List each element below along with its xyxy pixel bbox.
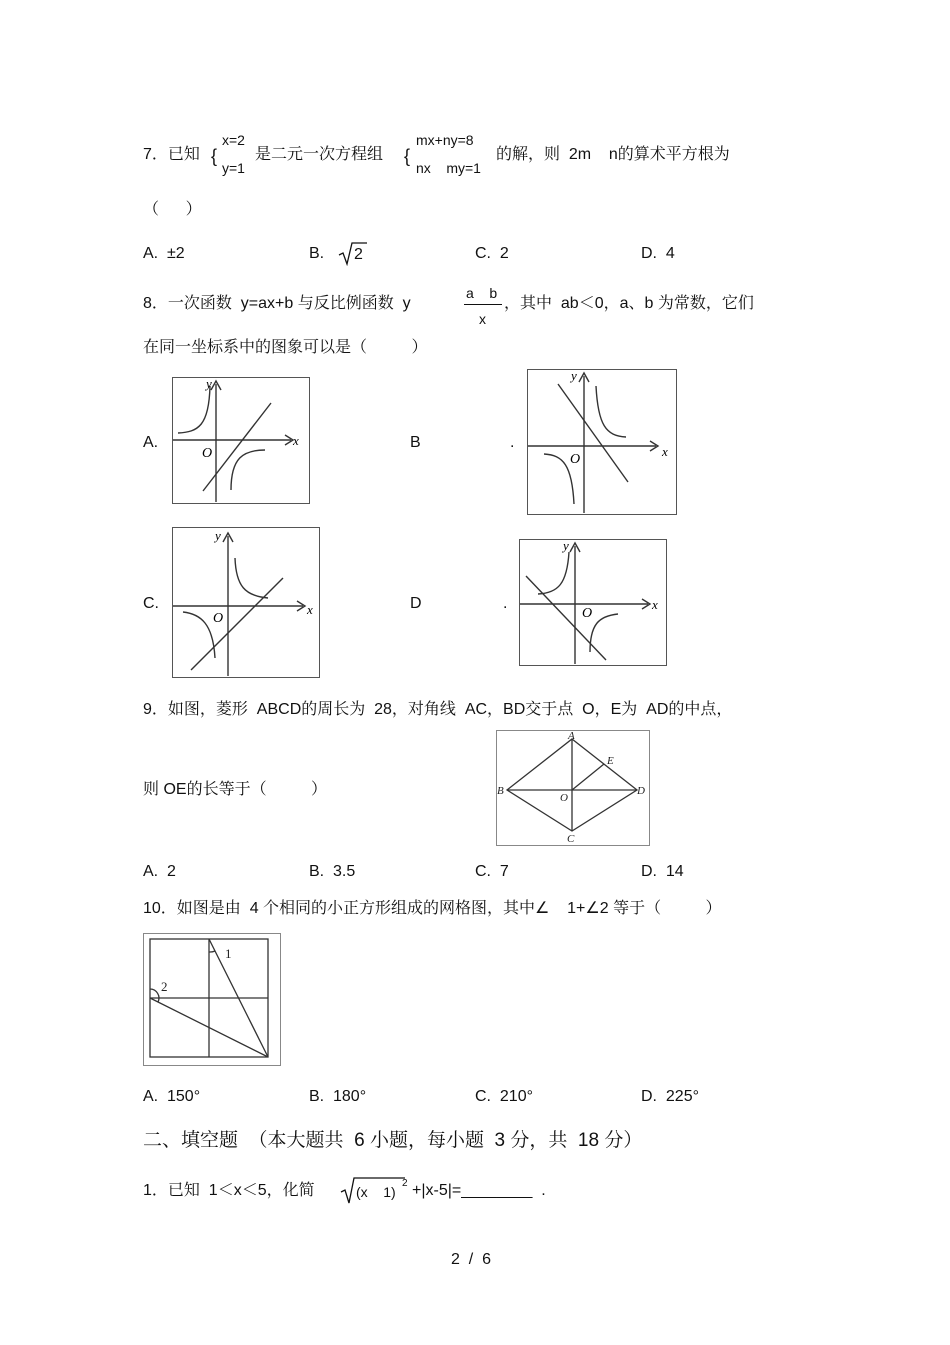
q10-option-a: A. 150° [143, 1088, 201, 1105]
line-graph [191, 578, 283, 670]
origin-label: O [582, 606, 593, 621]
fill1-radicand: (x 1) [356, 1184, 396, 1200]
q7-sys2-top: mx+ny=8 [416, 132, 474, 148]
point-b-label: B [497, 785, 504, 797]
q7-paren: （ ） [143, 201, 202, 218]
q8-frac-den: x [479, 311, 486, 327]
q7-option-b-value: 2 [354, 246, 363, 263]
fill1-exponent: 2 [402, 1178, 408, 1189]
origin-label: O [213, 611, 224, 626]
q9-option-a: A. 2 [143, 863, 176, 880]
fill1-post: +|x-5|=________ . [412, 1182, 546, 1199]
axis-y-label: y [571, 370, 577, 383]
q10-line1: 10．如图是由 4 个相同的小正方形组成的网格图，其中∠ 1+∠2 等于（ ） [143, 900, 722, 917]
graph-b [527, 369, 677, 515]
q7-sys2-bottom: nx my=1 [416, 160, 481, 176]
q8-line1-a: 8．一次函数 y=ax+b 与反比例函数 y [143, 295, 411, 312]
axis-y-label: y [563, 540, 569, 553]
origin-label: O [202, 446, 213, 461]
hyperbola-branch [235, 558, 268, 598]
angle-1-arc [209, 951, 215, 952]
q8-label-d-dot: . [503, 595, 508, 612]
line-graph [203, 403, 271, 491]
q9-option-d: D. 14 [641, 863, 684, 880]
segment-oe [572, 764, 604, 790]
graph-c [172, 527, 320, 678]
hyperbola-branch [231, 450, 265, 490]
q7-number: 7．已知 [143, 146, 200, 163]
q8-label-d: D [410, 595, 422, 612]
angle-1-label: 1 [225, 946, 232, 961]
q8-label-a: A. [143, 434, 159, 451]
q9-option-b: B. 3.5 [309, 863, 356, 880]
q7-option-c: C. 2 [475, 245, 509, 262]
q10-option-c: C. 210° [475, 1088, 533, 1105]
hyperbola-branch [538, 552, 569, 594]
q10-option-d: D. 225° [641, 1088, 699, 1105]
rhombus-figure [496, 730, 650, 846]
q7-sys1-bottom: y=1 [222, 160, 245, 176]
line-graph [558, 384, 628, 482]
page-number: 2 / 6 [451, 1251, 492, 1268]
point-o-label: O [560, 792, 568, 804]
point-d-label: D [637, 785, 645, 797]
q7-option-a: A. ±2 [143, 245, 185, 262]
brace-icon: { [404, 146, 411, 166]
graph-d [519, 539, 667, 666]
q8-frac-num: a b [466, 285, 498, 301]
origin-label: O [570, 452, 581, 467]
hyperbola-branch [178, 386, 210, 433]
angle-2-label: 2 [161, 979, 168, 994]
q9-line1: 9．如图，菱形 ABCD的周长为 28，对角线 AC，BD交于点 O，E为 AD的中点， [143, 701, 733, 718]
point-c-label: C [567, 833, 575, 845]
axis-x-label: x [293, 433, 299, 448]
q8-label-c: C. [143, 595, 159, 612]
axis-y-label: y [206, 378, 212, 391]
sqrt-icon [338, 240, 368, 266]
q9-option-c: C. 7 [475, 863, 509, 880]
fraction-bar [464, 304, 502, 305]
line-graph [526, 576, 606, 660]
q7-sys1-top: x=2 [222, 132, 245, 148]
q8-label-b: B [410, 434, 421, 451]
hyperbola-branch [596, 386, 626, 437]
q8-label-b-dot: . [510, 434, 515, 451]
grid-figure [143, 933, 281, 1066]
fill1-pre: 1．已知 1＜x＜5，化简 [143, 1182, 315, 1199]
hyperbola-branch [590, 614, 618, 652]
brace-icon: { [211, 146, 218, 166]
axis-x-label: x [662, 444, 668, 459]
q7-option-d: D. 4 [641, 245, 675, 262]
q10-option-b: B. 180° [309, 1088, 367, 1105]
axis-x-label: x [652, 597, 658, 612]
section-title: 二、填空题 （本大题共 6 小题，每小题 3 分，共 18 分） [143, 1130, 643, 1151]
q8-line1-b: ，其中 ab＜0，a、b 为常数，它们 [504, 295, 754, 312]
q7-mid-text: 是二元一次方程组 [255, 146, 384, 163]
q9-line2: 则 OE的长等于（ ） [143, 781, 328, 798]
q7-tail: 的解，则 2m n的算术平方根为 [496, 146, 730, 163]
point-e-label: E [607, 755, 614, 767]
q7-option-b: B. [309, 245, 325, 262]
axis-x-label: x [307, 602, 313, 617]
q8-line2: 在同一坐标系中的图象可以是（ ） [143, 339, 428, 356]
point-a-label: A [568, 731, 575, 742]
graph-a [172, 377, 310, 504]
axis-y-label: y [215, 528, 221, 543]
